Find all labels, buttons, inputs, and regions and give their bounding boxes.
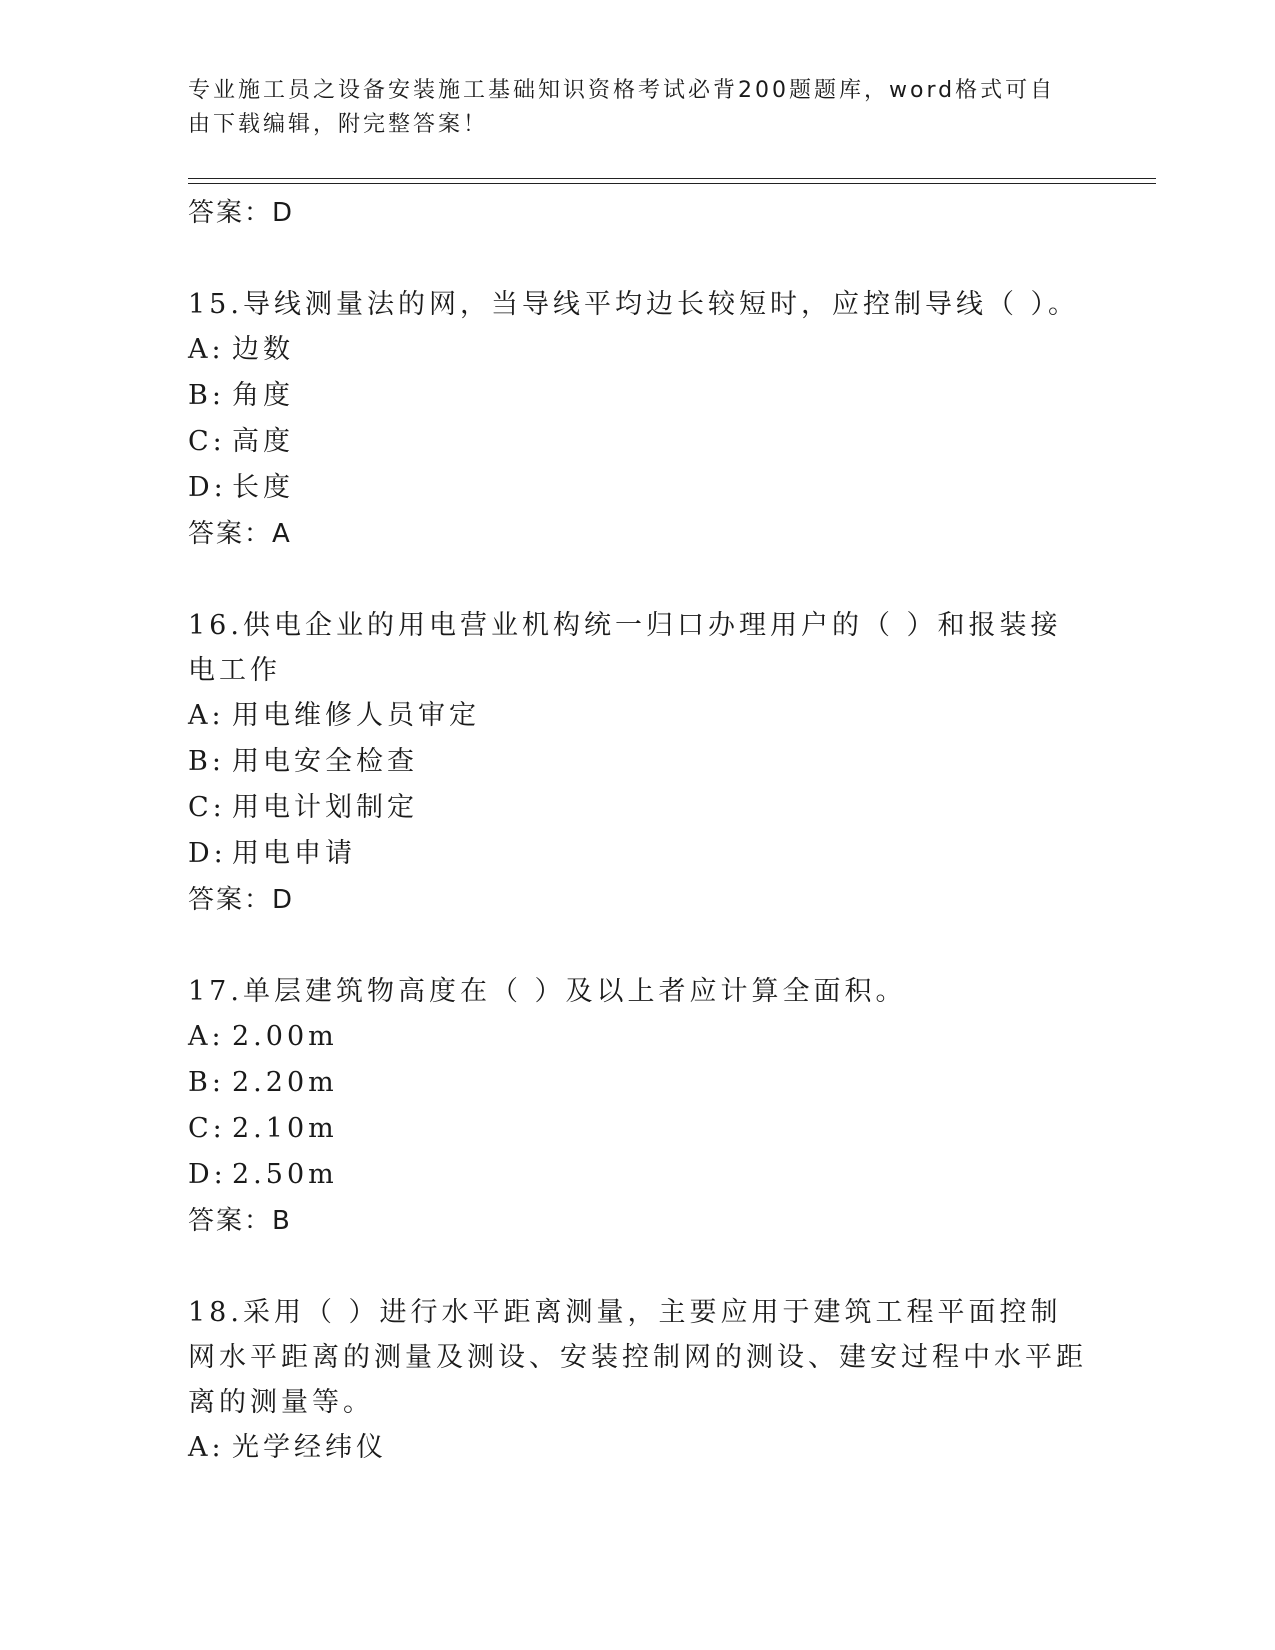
option-key: B: bbox=[188, 1067, 225, 1098]
header-divider-top bbox=[188, 178, 1156, 179]
option-key: A: bbox=[188, 1432, 225, 1463]
question-17-option-a bbox=[188, 1014, 1088, 1060]
option-text: 光学经纬仪 bbox=[232, 1432, 387, 1463]
option-text: 长度 bbox=[232, 472, 294, 503]
question-17-option-d bbox=[188, 1152, 1088, 1198]
question-17-option-c bbox=[188, 1106, 1088, 1152]
option-text: 用电申请 bbox=[232, 838, 356, 869]
question-18-option-a bbox=[188, 1425, 1088, 1471]
question-17-answer: 答案：B bbox=[188, 1206, 292, 1236]
question-15-option-a bbox=[188, 327, 1088, 373]
option-text: 边数 bbox=[232, 334, 294, 365]
option-key: A: bbox=[188, 700, 225, 731]
option-key: C: bbox=[188, 1113, 226, 1144]
header-divider-bottom bbox=[188, 183, 1156, 184]
option-key: C: bbox=[188, 426, 226, 457]
option-text: 用电维修人员审定 bbox=[232, 700, 480, 731]
question-16-option-d bbox=[188, 831, 1088, 877]
question-18: 18.采用（ ）进行水平距离测量，主要应用于建筑工程平面控制网水平距离的测量及测设、安装控制网的测设、建安过程中水平距离的测量等。 bbox=[188, 1297, 1087, 1418]
answer-line: 答案：D bbox=[188, 198, 295, 228]
option-key: D: bbox=[188, 838, 227, 869]
option-key: A: bbox=[188, 334, 225, 365]
option-text: 用电计划制定 bbox=[232, 792, 418, 823]
option-text: 角度 bbox=[232, 380, 294, 411]
question-15-option-c bbox=[188, 419, 1088, 465]
question-16-option-a bbox=[188, 693, 1088, 739]
question-15: 15.导线测量法的网，当导线平均边长较短时，应控制导线（ ）。 bbox=[188, 289, 1080, 320]
option-text: 高度 bbox=[232, 426, 294, 457]
option-text: 2.10m bbox=[232, 1113, 338, 1144]
question-16-option-b bbox=[188, 739, 1088, 785]
question-17: 17.单层建筑物高度在（ ）及以上者应计算全面积。 bbox=[188, 976, 907, 1007]
option-key: B: bbox=[188, 380, 225, 411]
option-text: 2.00m bbox=[232, 1021, 338, 1052]
option-key: B: bbox=[188, 746, 225, 777]
question-15-answer: 答案：A bbox=[188, 519, 292, 549]
question-16-answer: 答案：D bbox=[188, 885, 295, 915]
question-17-option-b bbox=[188, 1060, 1088, 1106]
question-list bbox=[188, 190, 1088, 1471]
question-15-option-b bbox=[188, 373, 1088, 419]
option-key: C: bbox=[188, 792, 226, 823]
option-text: 2.20m bbox=[232, 1067, 338, 1098]
question-16: 16.供电企业的用电营业机构统一归口办理用户的（ ）和报装接电工作 bbox=[188, 610, 1062, 686]
question-15-option-d bbox=[188, 465, 1088, 511]
option-text: 2.50m bbox=[232, 1159, 338, 1190]
option-key: A: bbox=[188, 1021, 225, 1052]
option-text: 用电安全检查 bbox=[232, 746, 418, 777]
document-header: 专业施工员之设备安装施工基础知识资格考试必背200题题库，word格式可自由下载编辑，附完整答案！ bbox=[188, 78, 1056, 137]
question-16-option-c bbox=[188, 785, 1088, 831]
option-key: D: bbox=[188, 1159, 227, 1190]
option-key: D: bbox=[188, 472, 227, 503]
